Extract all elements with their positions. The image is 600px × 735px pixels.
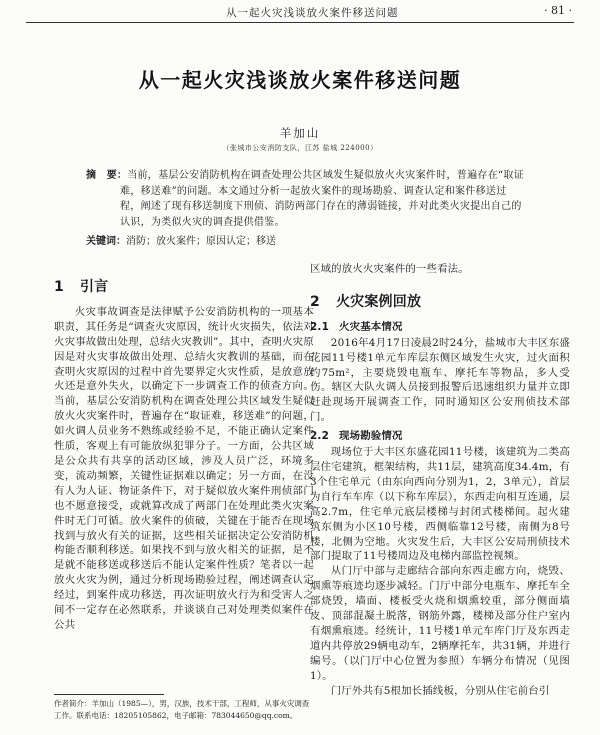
subsection-2-1-paragraph: 2016年4月17日凌晨2时24分，盐城市大丰区东盛花园11号楼1单元车库层东侧区域发生火灾，过火面积约75m²，主要烧毁电瓶车、摩托车等物品，多人受伤。辖区大队火调人员接到报警后迅速组织力量并立即赶赴现场开展调查工作，同时通知区公安刑侦技术部门。 [310, 336, 570, 424]
running-header [26, 0, 574, 23]
article-title: 从一起火灾浅谈放火案件移送问题 [138, 68, 462, 92]
subsection-2-2-heading [310, 429, 570, 444]
section-1-continuation: 区域的放火火灾案件的一些看法。 [310, 263, 469, 275]
section-2-number: 2 [310, 293, 320, 310]
keywords-label: 关键词： [86, 236, 126, 247]
subsection-2-1-heading [310, 320, 570, 335]
section-1-heading [54, 280, 314, 295]
section-2-heading [310, 295, 570, 310]
section-1-number: 1 [54, 279, 64, 295]
keywords [86, 232, 526, 247]
author-footnote: 作者简介：羊加山（1985—），男，汉族，技术干部，工程师，从事火灾调查工作。联系电话：18205105862，电子邮箱：783044650@qq.com。 [54, 699, 310, 720]
section-1-title: 引言 [79, 279, 109, 295]
subsection-2-2-title: 现场勘验情况 [339, 430, 403, 443]
subsection-2-2-number: 2.2 [310, 430, 330, 443]
abstract [86, 168, 526, 230]
subsection-2-2-paragraph-1: 现场位于大丰区东盛花园11号楼，该建筑为二类高层住宅建筑，框架结构，共11层，建筑高度34.4m，有3个住宅单元（由东向西向分别为1，2，3单元），首层为自行车车库（以下称车库层），东西走向相互连通，层高2.7m，住宅单元底层楼梯与封闭式楼梯间。起火建筑东侧为小区10号楼，西侧临靠12号楼，南侧为8号楼，北侧为空地。火灾发生后，大丰区公安局刑侦技术部门提取了11号楼周边及电梯内部监控视频。 [310, 446, 570, 563]
section-2-title: 火灾案例回放 [335, 293, 422, 310]
running-title: 从一起火灾浅谈放火案件移送问题 [226, 7, 399, 19]
subsection-2-2-paragraph-2: 从门厅中部与走廊结合部向东西走廊方向，烧毁、烟熏等痕迹均逐步减轻。门厅中部分电瓶车、摩托车全部烧毁，墙面、楼板受火烧和烟熏较重，部分侧面墙皮、顶部混凝土脱落，钢筋外露，楼梯及部分住户室内有烟熏痕迹。经统计，11号楼1单元车库门厅及东西走道内共停放29辆电动车，2辆摩托车，共31辆，并进行编号。（以门厅中心位置为参照）车辆分布情况（见图1）。 [310, 565, 570, 682]
abstract-label: 摘 要： [86, 170, 128, 181]
subsection-2-1-title: 火灾基本情况 [339, 320, 403, 333]
article-author: 羊加山 [279, 126, 321, 140]
section-1-paragraph: 火灾事故调查是法律赋予公安消防机构的一项基本职责，其任务是“调查火灾原因，统计火灾损失，依法对火灾事故做出处理，总结火灾教训”。其中，查明火灾原因是对火灾事故做出处理、总结火灾教训的基础，而在查明火灾原因的过程中首先要界定火灾性质，是放意放火还是意外失火，以确定下一步调查工作的侦查方向。当前，基层公安消防机构在调查处理公共区域发生疑似放火火灾案件时，普遍存在“取证难，移送难”的问题，如火调人员业务不熟练或经验不足，不能正确认定案件性质，客观上有可能放纵犯罪分子。一方面，公共区域是公众共有共享的活动区域，涉及人员广泛，环境多变，流动频繁，关键性证据难以确定；另一方面，在没有人为人证、物证条件下，对于疑似放火案件刑侦部门也不愿意接受，或就算改成了两部门在处理此类火灾案件时无门可循。放火案件的侦破，关键在于能否在现场找到与放火有关的证据，这些相关证据决定公安消防机构能否顺利移送。如果找不到与放火相关的证据，是不是就不能移送或移送后不能认定案件性质？笔者以一起放火火灾为例，通过分析现场勘验过程，阐述调查认定经过，到案件成功移送，再次证明放火行为和受害人之间不一定存在必然联系，并谈谈自己对处理类似案件在公共 [54, 305, 314, 631]
abstract-text: 当前，基层公安消防机构在调查处理公共区域发生疑似放火火灾案件时，普遍存在“取证难，移送难”的问题。本文通过分析一起放火案件的现场勘验、调查认定和案件移送过程，阐述了现有移送制度下刑侦、消防两部门存在的薄弱链接，并对此类火灾提出自己的认识，为类似火灾的调查提供借鉴。 [120, 170, 525, 228]
keywords-text: 消防；放火案件；原因认定；移送 [126, 236, 276, 247]
subsection-2-2-paragraph-3: 门厅外共有5根加长插线板，分别从住宅前台引 [330, 684, 550, 697]
author-affiliation: （张城市公安消防支队，江苏 盐城 224000） [222, 144, 378, 152]
right-column [310, 262, 570, 698]
subsection-2-1-number: 2.1 [310, 320, 330, 333]
footnote-divider [54, 694, 164, 695]
page-number: · 81 · [544, 4, 572, 17]
left-column [54, 262, 314, 633]
